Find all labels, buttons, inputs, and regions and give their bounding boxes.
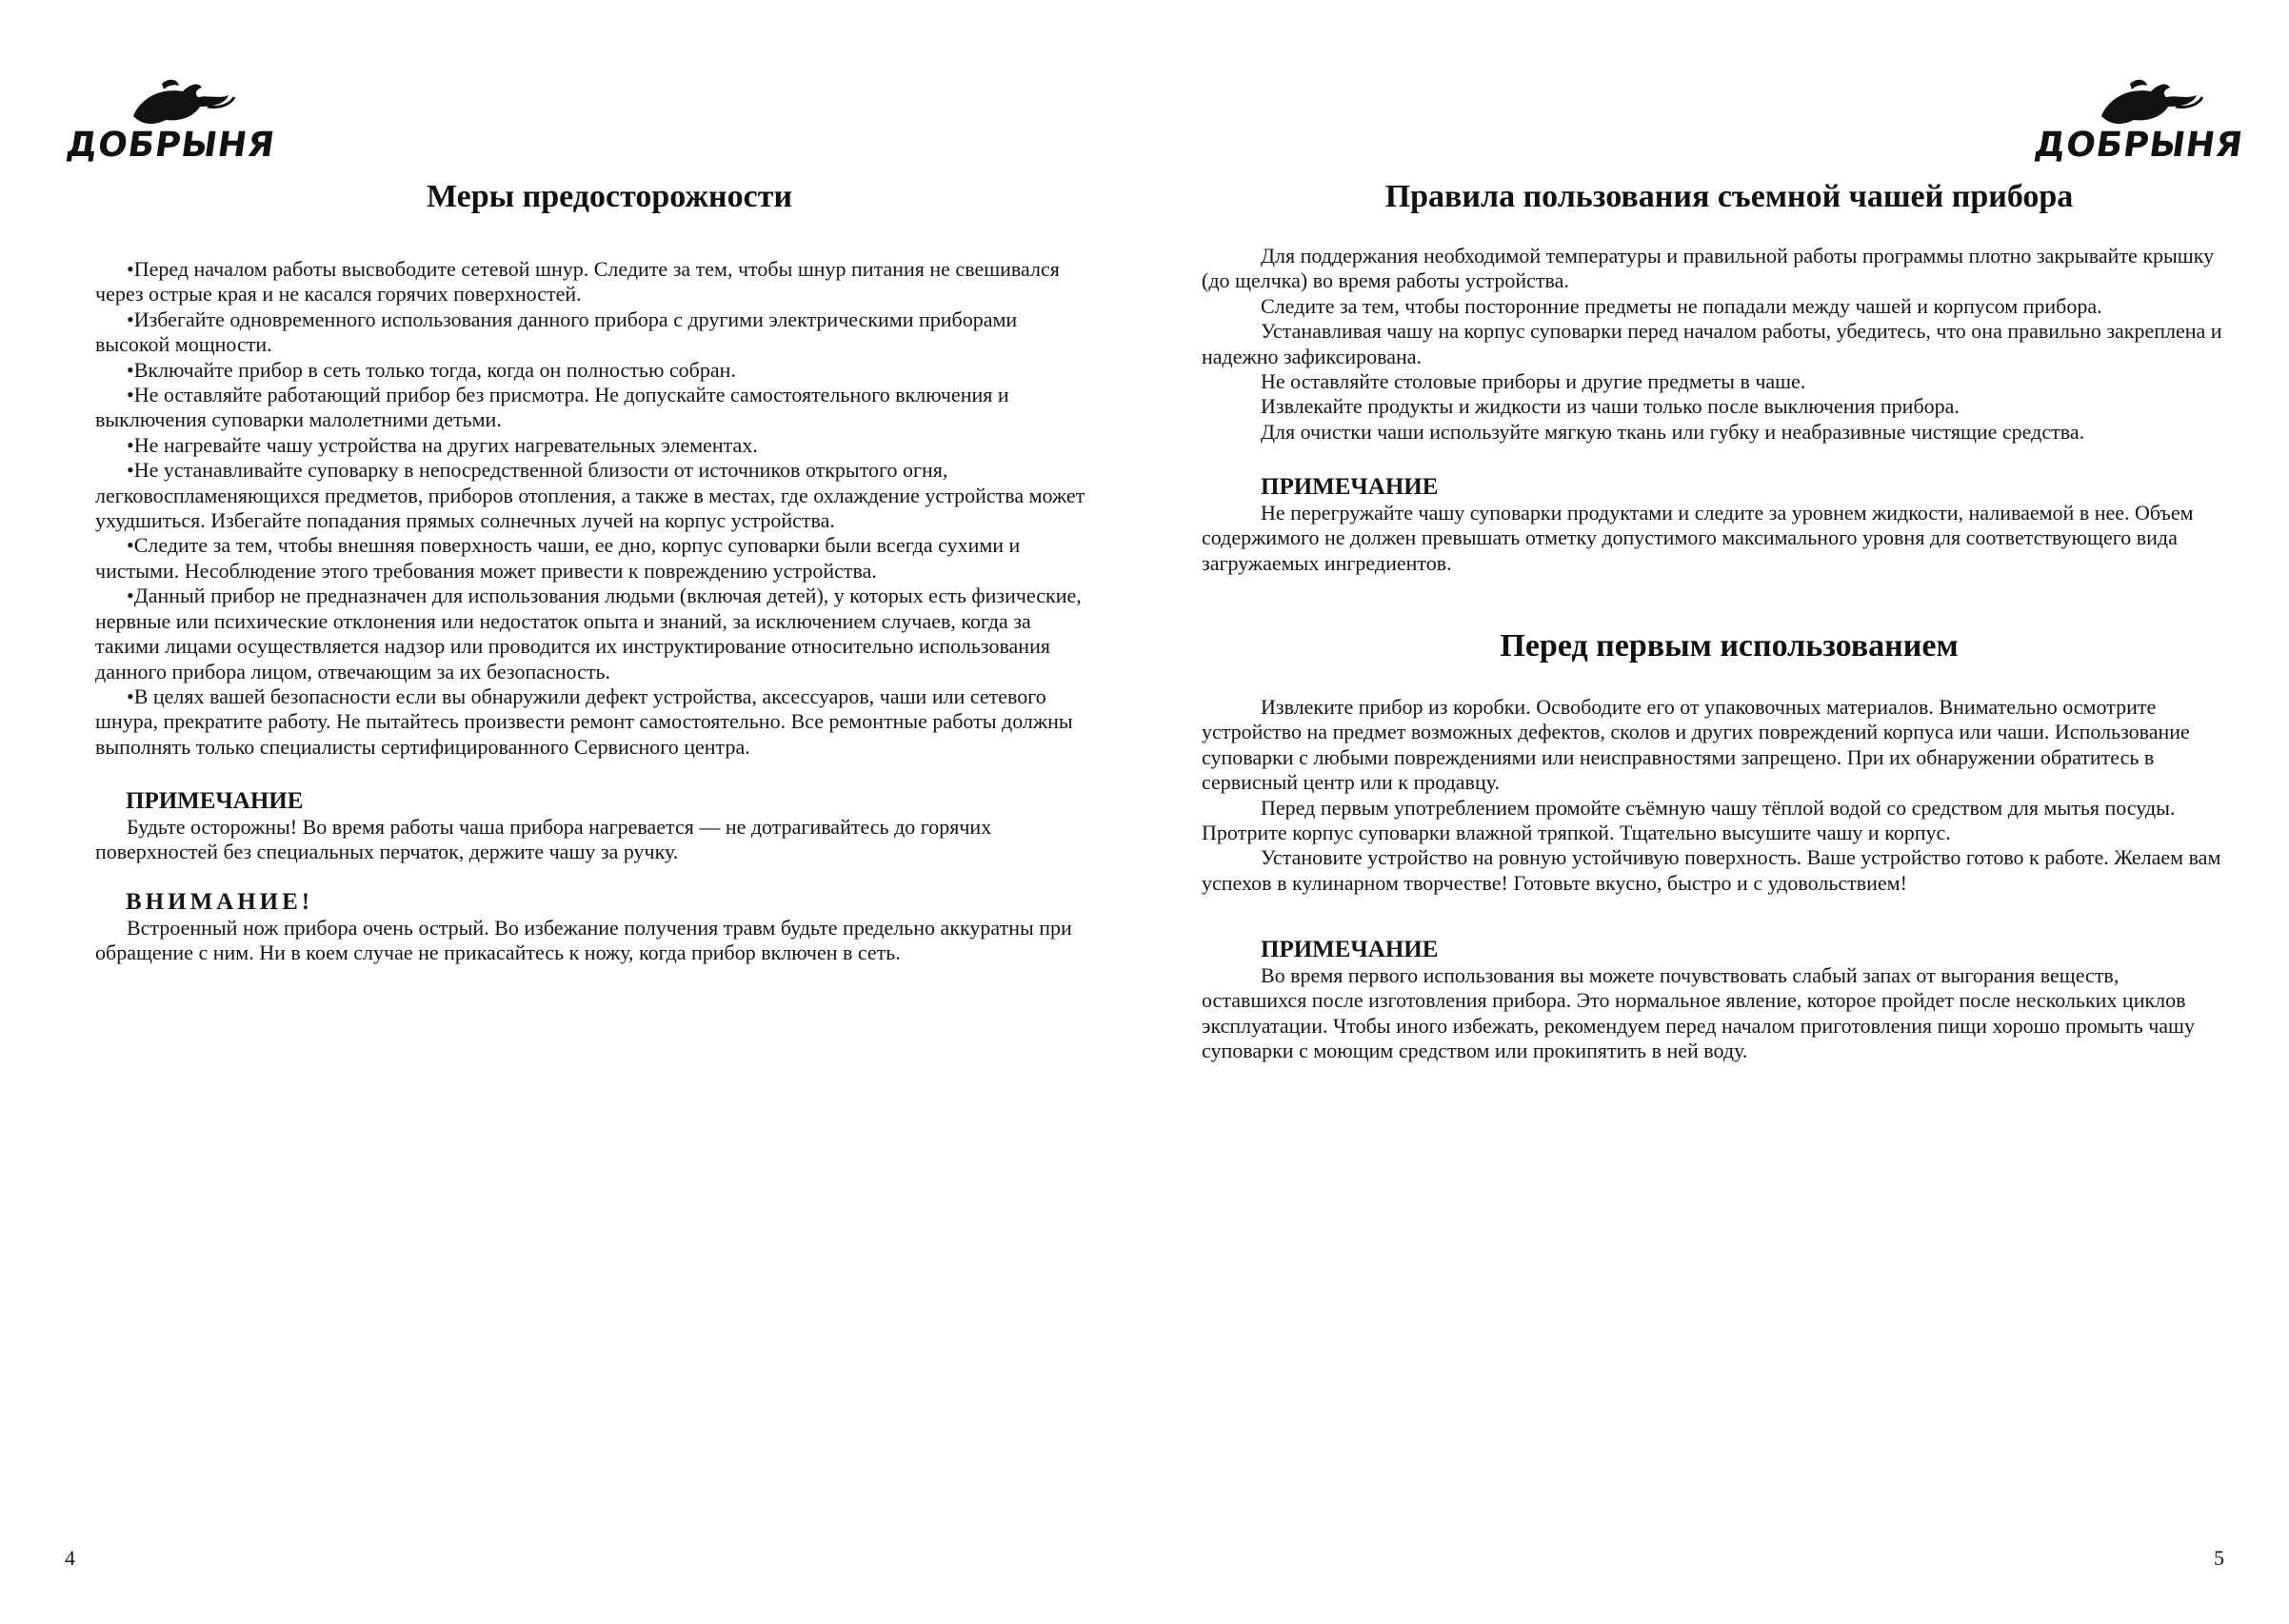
- note-title: ПРИМЕЧАНИЕ: [126, 788, 304, 814]
- bowl-rules-text: [1202, 244, 2225, 445]
- page-number: 5: [2214, 1546, 2224, 1570]
- page-number: 4: [65, 1546, 75, 1570]
- right-page: [1144, 0, 2289, 1624]
- paragraph: Следите за тем, чтобы посторонние предметы не попадали между чашей и корпусом прибора.: [1261, 293, 2102, 318]
- section-title-bowl-rules: Правила пользования съемной чашей прибора: [1384, 179, 2074, 214]
- warning-block: [95, 889, 1090, 966]
- note-block: [1202, 474, 2225, 576]
- section-title-first-use: Перед первым использованием: [1500, 628, 1959, 663]
- page-title: Меры предосторожности: [426, 179, 793, 214]
- note-block: [95, 788, 1090, 865]
- list-item: •Данный прибор не предназначен для использования людьми (включая детей), у которых есть физические, нервные или психические отклонения или недостаток опыта и знаний, за исключением случаев, когда за такими лицами осуществляется надзор или проводится их инструктирование относительно использования данного прибора лицом, отвечающим за их безопасность.: [95, 584, 1082, 683]
- list-item: •В целях вашей безопасности если вы обнаружили дефект устройства, аксессуаров, чаши или сетевого шнура, прекратите работу. Не пытайтесь произвести ремонт самостоятельно. Все ремонтные работы должны выполнять только специалисты сертифицированного Сервисного центра.: [95, 683, 1073, 759]
- note-text: Будьте осторожны! Во время работы чаша прибора нагревается — не дотрагивайтесь до горячих поверхностей без специальных перчаток, держите чашу за ручку.: [95, 815, 992, 864]
- list-item: •Избегайте одновременного использования данного прибора с другими электрическими приборами высокой мощности.: [95, 307, 1018, 357]
- list-item: •Не устанавливайте суповарку в непосредственной близости от источников открытого огня, легковоспламеняющихся предметов, приборов отопления, а также в местах, где охлаждение устройства может ухудшиться. Избегайте попадания прямых солнечных лучей на корпус устройства.: [95, 458, 1085, 533]
- left-page: [0, 0, 1144, 1624]
- paragraph: Установите устройство на ровную устойчивую поверхность. Ваше устройство готово к работе. Желаем вам успехов в кулинарном творчестве! Готовьте вкусно, быстро и с удовольствием!: [1202, 845, 2221, 895]
- brand-logo: [2032, 78, 2246, 166]
- brand-logo: [64, 78, 278, 166]
- list-item: •Не оставляйте работающий прибор без присмотра. Не допускайте самостоятельного включения и выключения суповарки малолетними детьми.: [95, 383, 1009, 432]
- brand-name: ДОБРЫНЯ: [2032, 126, 2246, 165]
- note-text: Не перегружайте чашу суповарки продуктами и следите за уровнем жидкости, наливаемой в нее. Объем содержимого не должен превышать отметку допустимого максимального уровня для соответствующего вида загружаемых ингредиентов.: [1202, 501, 2194, 575]
- note-block: [1202, 937, 2225, 1064]
- list-item: •Не нагревайте чашу устройства на других нагревательных элементах.: [127, 432, 758, 457]
- brand-name: ДОБРЫНЯ: [64, 126, 278, 165]
- warning-text: Встроенный нож прибора очень острый. Во избежание получения травм будьте предельно аккуратны при обращение с ним. Ни в коем случае не прикасайтесь к ножу, когда прибор включен в сеть.: [95, 916, 1072, 965]
- paragraph: Устанавливая чашу на корпус суповарки перед началом работы, убедитесь, что она правильно закреплена и надежно зафиксирована.: [1202, 319, 2222, 368]
- list-item: •Следите за тем, чтобы внешняя поверхность чаши, ее дно, корпус суповарки были всегда сухими и чистыми. Несоблюдение этого требования может привести к повреждению устройства.: [95, 533, 1021, 583]
- first-use-text: [1202, 695, 2225, 896]
- paragraph: Извлеките прибор из коробки. Освободите его от упаковочных материалов. Внимательно осмотрите устройство на предмет возможных дефектов, сколов и других повреждений корпуса или чаши. Использование суповарки с любыми повреждениями или неисправностями запрещено. При их обнаружении обратитесь в сервисный центр или к продавцу.: [1202, 695, 2190, 795]
- note-title: ПРИМЕЧАНИЕ: [1261, 474, 1439, 500]
- warning-title: ВНИМАНИЕ!: [126, 889, 314, 915]
- paragraph: Для очистки чаши используйте мягкую ткань или губку и неабразивные чистящие средства.: [1261, 419, 2085, 444]
- paragraph: Извлекайте продукты и жидкости из чаши только после выключения прибора.: [1261, 394, 1960, 419]
- note-title: ПРИМЕЧАНИЕ: [1261, 937, 1439, 962]
- note-text: Во время первого использования вы можете почувствовать слабый запах от выгорания веществ, оставшихся после изготовления прибора. Это нормальное явление, которое пройдет после нескольких циклов эксплуатации. Чтобы иного избежать, рекомендуем перед началом приготовления пищи хорошо промыть чашу суповарки с моющим средством или прокипятить в ней воду.: [1202, 963, 2196, 1063]
- paragraph: Перед первым употреблением промойте съёмную чашу тёплой водой со средством для мытья посуды. Протрите корпус суповарки влажной тряпкой. Тщательно высушите чашу и корпус.: [1202, 795, 2176, 845]
- list-item: •Перед началом работы высвободите сетевой шнур. Следите за тем, чтобы шнур питания не свешивался через острые края и не касался горячих поверхностей.: [95, 257, 1060, 307]
- precautions-list: [95, 257, 1090, 760]
- paragraph: Не оставляйте столовые приборы и другие предметы в чаше.: [1261, 369, 1806, 394]
- paragraph: Для поддержания необходимой температуры и правильной работы программы плотно закрывайте крышку (до щелчка) во время работы устройства.: [1202, 244, 2215, 293]
- list-item: •Включайте прибор в сеть только тогда, когда он полностью собран.: [127, 357, 736, 382]
